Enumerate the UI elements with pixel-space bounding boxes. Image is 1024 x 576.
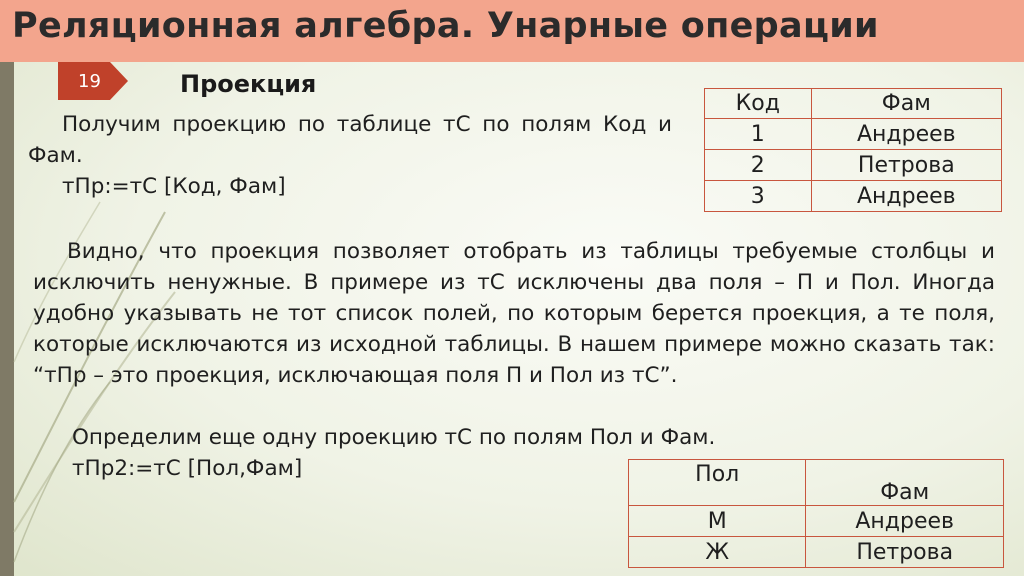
table-cell: 2 (705, 150, 812, 181)
table-cell: Андреев (806, 506, 1004, 537)
projection-table-2 (628, 459, 1004, 568)
table-cell: Петрова (811, 150, 1001, 181)
table-cell: Андреев (811, 119, 1001, 150)
table-header-cell: Код (705, 89, 812, 119)
table-cell: Ж (629, 537, 806, 568)
table-row (629, 506, 1004, 537)
projection-formula-2: тПр2:=тС [Пол,Фам] (72, 456, 303, 481)
table-cell: М (629, 506, 806, 537)
title-bar (0, 0, 1024, 62)
intro-text: Получим проекцию по таблице тС по полям Код и Фам. (28, 112, 672, 168)
table-row (705, 181, 1002, 212)
projection-formula-1: тПр:=тС [Код, Фам] (62, 174, 286, 199)
table-cell: Петрова (806, 537, 1004, 568)
slide-title: Реляционная алгебра. Унарные операции (12, 6, 879, 46)
table-header-row (705, 89, 1002, 119)
section-heading: Проекция (180, 70, 317, 98)
table-cell: Андреев (811, 181, 1001, 212)
projection-table-1 (704, 88, 1002, 212)
table-row (629, 537, 1004, 568)
explanation-paragraph: Видно, что проекция позволяет отобрать из таблицы требуемые столбцы и исключить ненужные. В примере из тС исключены два поля – П и Пол. Иногда удобно указывать не тот список полей, по которым берется проекция, а те поля, которые исключаются из исходной таблицы. В нашем примере можно сказать так: “тПр – это проекция, исключающая поля П и Пол из тС”. (33, 239, 995, 388)
table-header-cell: Пол (629, 460, 806, 506)
second-projection-text: Определим еще одну проекцию тС по полям Пол и Фам. (72, 425, 716, 450)
table-row (705, 119, 1002, 150)
page-number-tag (58, 62, 128, 100)
table-header-cell: Фам (806, 460, 1004, 506)
page-number: 19 (78, 71, 101, 92)
table-cell: 3 (705, 181, 812, 212)
table-cell: 1 (705, 119, 812, 150)
table-header-row (629, 460, 1004, 506)
table-header-cell: Фам (811, 89, 1001, 119)
table-row (705, 150, 1002, 181)
